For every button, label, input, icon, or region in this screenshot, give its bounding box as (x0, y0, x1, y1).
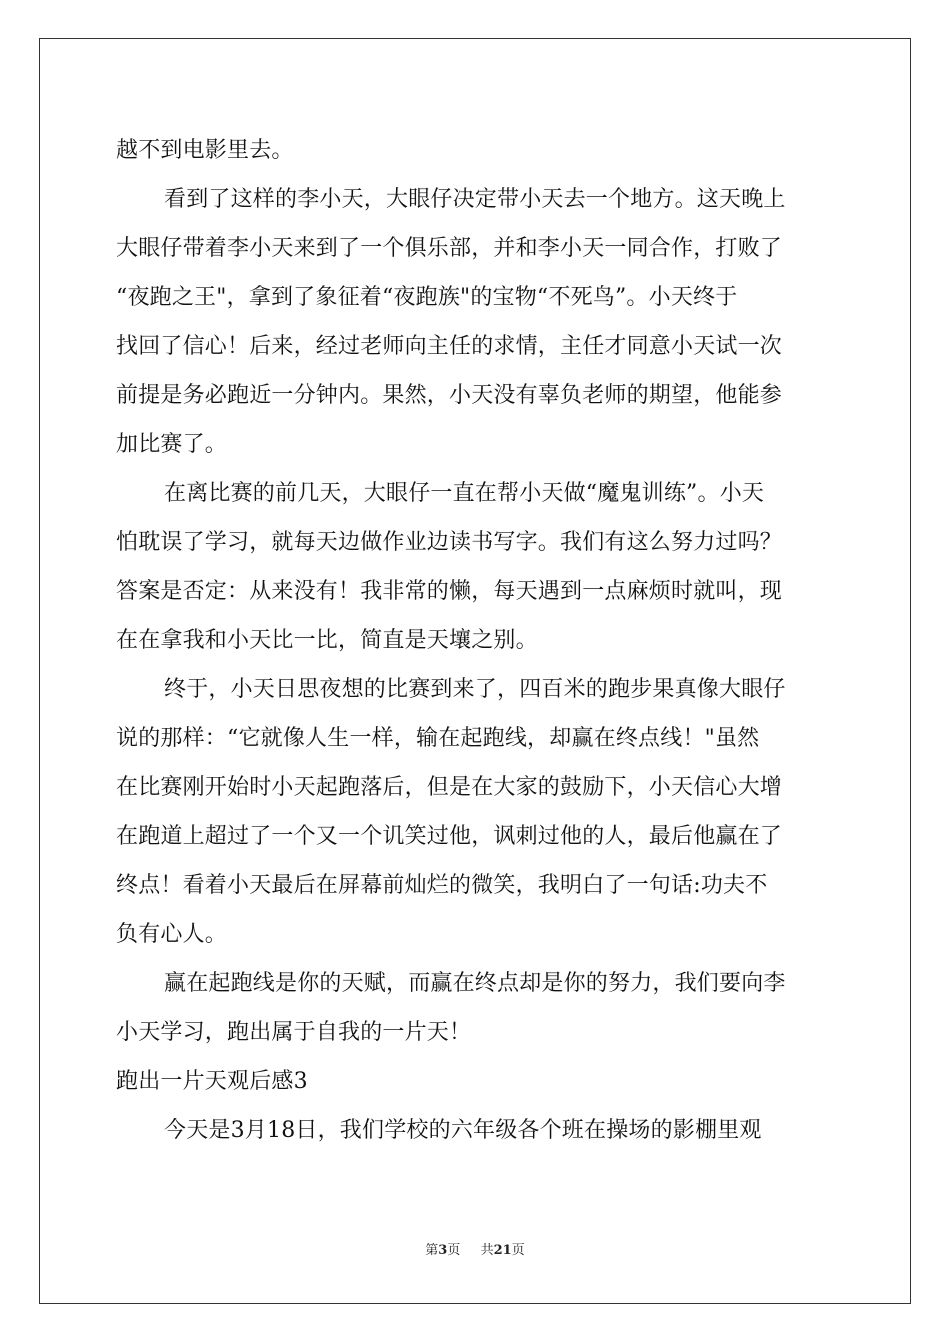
page-current: 3 (438, 1243, 448, 1258)
text-line-6: 前提是务必跑近一分钟内。果然，小天没有辜负老师的期望，他能参 (116, 383, 783, 408)
text-line-14: 在比赛刚开始时小天起跑落后，但是在大家的鼓励下，小天信心大增 (116, 775, 783, 800)
text-line-13: 说的那样：“它就像人生一样，输在起跑线，却赢在终点线！"虽然 (116, 726, 760, 751)
text-line-1: 越不到电影里去。 (116, 138, 294, 163)
section-heading: 跑出一片天观后感3 (116, 1069, 308, 1094)
total-suffix: 页 (511, 1243, 525, 1258)
text-line-9: 怕耽误了学习，就每天边做作业边读书写字。我们有这么努力过吗？ (116, 530, 783, 555)
text-line-7: 加比赛了。 (116, 432, 228, 457)
page-prefix: 第 (425, 1243, 439, 1258)
total-prefix: 共 (480, 1243, 494, 1258)
text-line-3: 大眼仔带着李小天来到了一个俱乐部，并和李小天一同合作，打败了 (116, 236, 783, 261)
page-footer (0, 1241, 950, 1261)
text-line-8: 在离比赛的前几天，大眼仔一直在帮小天做“魔鬼训练”。小天 (164, 481, 765, 506)
text-line-19: 小天学习，跑出属于自我的一片天！ (116, 1020, 472, 1045)
text-line-10: 答案是否定：从来没有！我非常的懒，每天遇到一点麻烦时就叫，现 (116, 579, 783, 604)
text-line-4: “夜跑之王"，拿到了象征着“夜跑族"的宝物“不死鸟”。小天终于 (116, 285, 738, 310)
text-line-12: 终于，小天日思夜想的比赛到来了，四百米的跑步果真像大眼仔 (164, 677, 786, 702)
text-line-15: 在跑道上超过了一个又一个讥笑过他，讽刺过他的人，最后他赢在了 (116, 824, 783, 849)
text-line-11: 在在拿我和小天比一比，简直是天壤之别。 (116, 628, 538, 653)
text-line-5: 找回了信心！后来，经过老师向主任的求情，主任才同意小天试一次 (116, 334, 783, 359)
text-line-16: 终点！看着小天最后在屏幕前灿烂的微笑，我明白了一句话:功夫不 (116, 873, 768, 898)
document-body (116, 126, 836, 1155)
text-line-21: 今天是3月18日，我们学校的六年级各个班在操场的影棚里观 (164, 1118, 762, 1143)
total-pages: 21 (493, 1243, 512, 1258)
page-suffix: 页 (447, 1243, 461, 1258)
text-line-18: 赢在起跑线是你的天赋，而赢在终点却是你的努力，我们要向李 (164, 971, 786, 996)
text-line-2: 看到了这样的李小天，大眼仔决定带小天去一个地方。这天晚上 (164, 187, 786, 212)
text-line-17: 负有心人。 (116, 922, 228, 947)
